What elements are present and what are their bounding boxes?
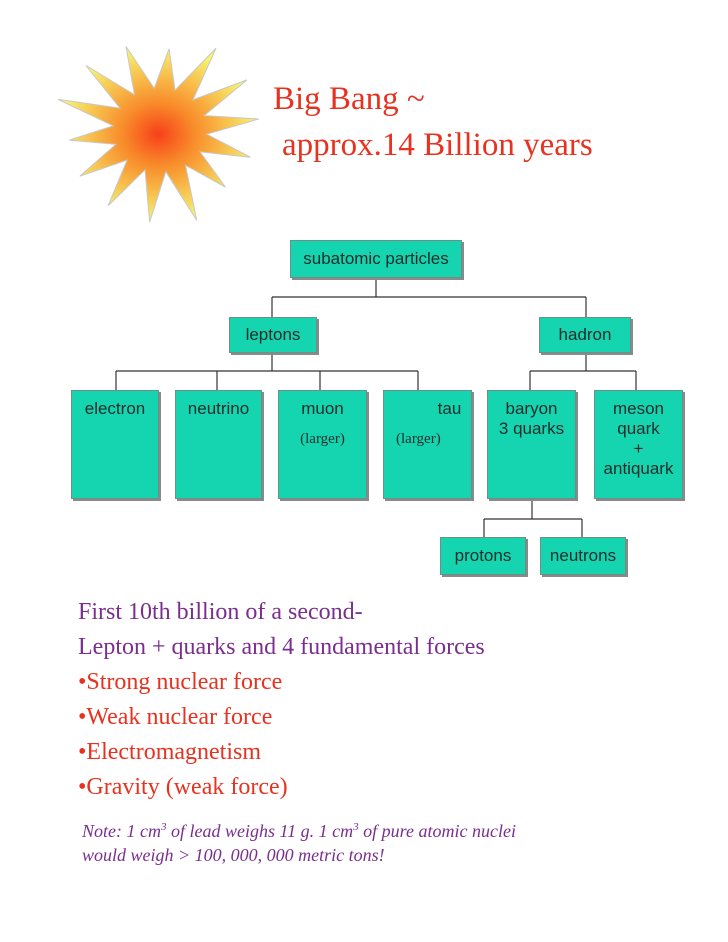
note-part-2: of lead weighs 11 g. 1 cm	[166, 821, 354, 841]
note-line-2: would weigh > 100, 000, 000 metric tons!	[82, 845, 385, 865]
node-leptons	[229, 317, 317, 353]
node-label: electron	[84, 399, 146, 418]
node-sublabel: (larger)	[300, 431, 345, 447]
note-line-1	[82, 814, 516, 844]
text-line-first-10th: First 10th billion of a second-	[78, 599, 363, 625]
node-baryon	[487, 390, 576, 499]
node-hadron	[539, 317, 631, 353]
node-label: neutrino	[187, 399, 250, 418]
node-sublabel: (larger)	[396, 431, 441, 447]
note-sup-2: 3	[353, 821, 359, 833]
node-neutrino	[175, 390, 262, 499]
bullet-electromagnetism: •Electromagnetism	[78, 739, 262, 765]
node-meson	[594, 390, 683, 499]
note-part-1: Note: 1 cm	[82, 821, 161, 841]
note-sup-1: 3	[160, 821, 167, 833]
node-subatomic-particles	[290, 240, 462, 278]
node-neutrons	[540, 537, 626, 575]
text-line-lepton-quarks: Lepton + quarks and 4 fundamental forces	[78, 634, 485, 660]
node-label: leptons	[245, 325, 301, 344]
node-label: subatomic particles	[303, 249, 449, 268]
note-part-3: of pure atomic nuclei	[358, 821, 516, 841]
bullet-weak: •Weak nuclear force	[78, 704, 273, 730]
title-line-1: Big Bang ~	[273, 81, 425, 117]
node-muon	[278, 390, 367, 499]
node-label: baryon 3 quarks	[498, 399, 565, 438]
bullet-gravity: •Gravity (weak force)	[78, 774, 288, 800]
node-tau	[383, 390, 472, 499]
node-label: muon	[301, 399, 344, 418]
node-label: meson quark + antiquark	[603, 399, 674, 478]
node-label: neutrons	[549, 546, 617, 565]
node-label: tau	[437, 399, 462, 418]
node-label: hadron	[558, 325, 612, 344]
node-protons	[440, 537, 526, 575]
title-line-2: approx.14 Billion years	[282, 127, 593, 163]
node-label: protons	[454, 546, 512, 565]
bullet-strong: •Strong nuclear force	[78, 669, 283, 695]
node-electron	[71, 390, 159, 499]
